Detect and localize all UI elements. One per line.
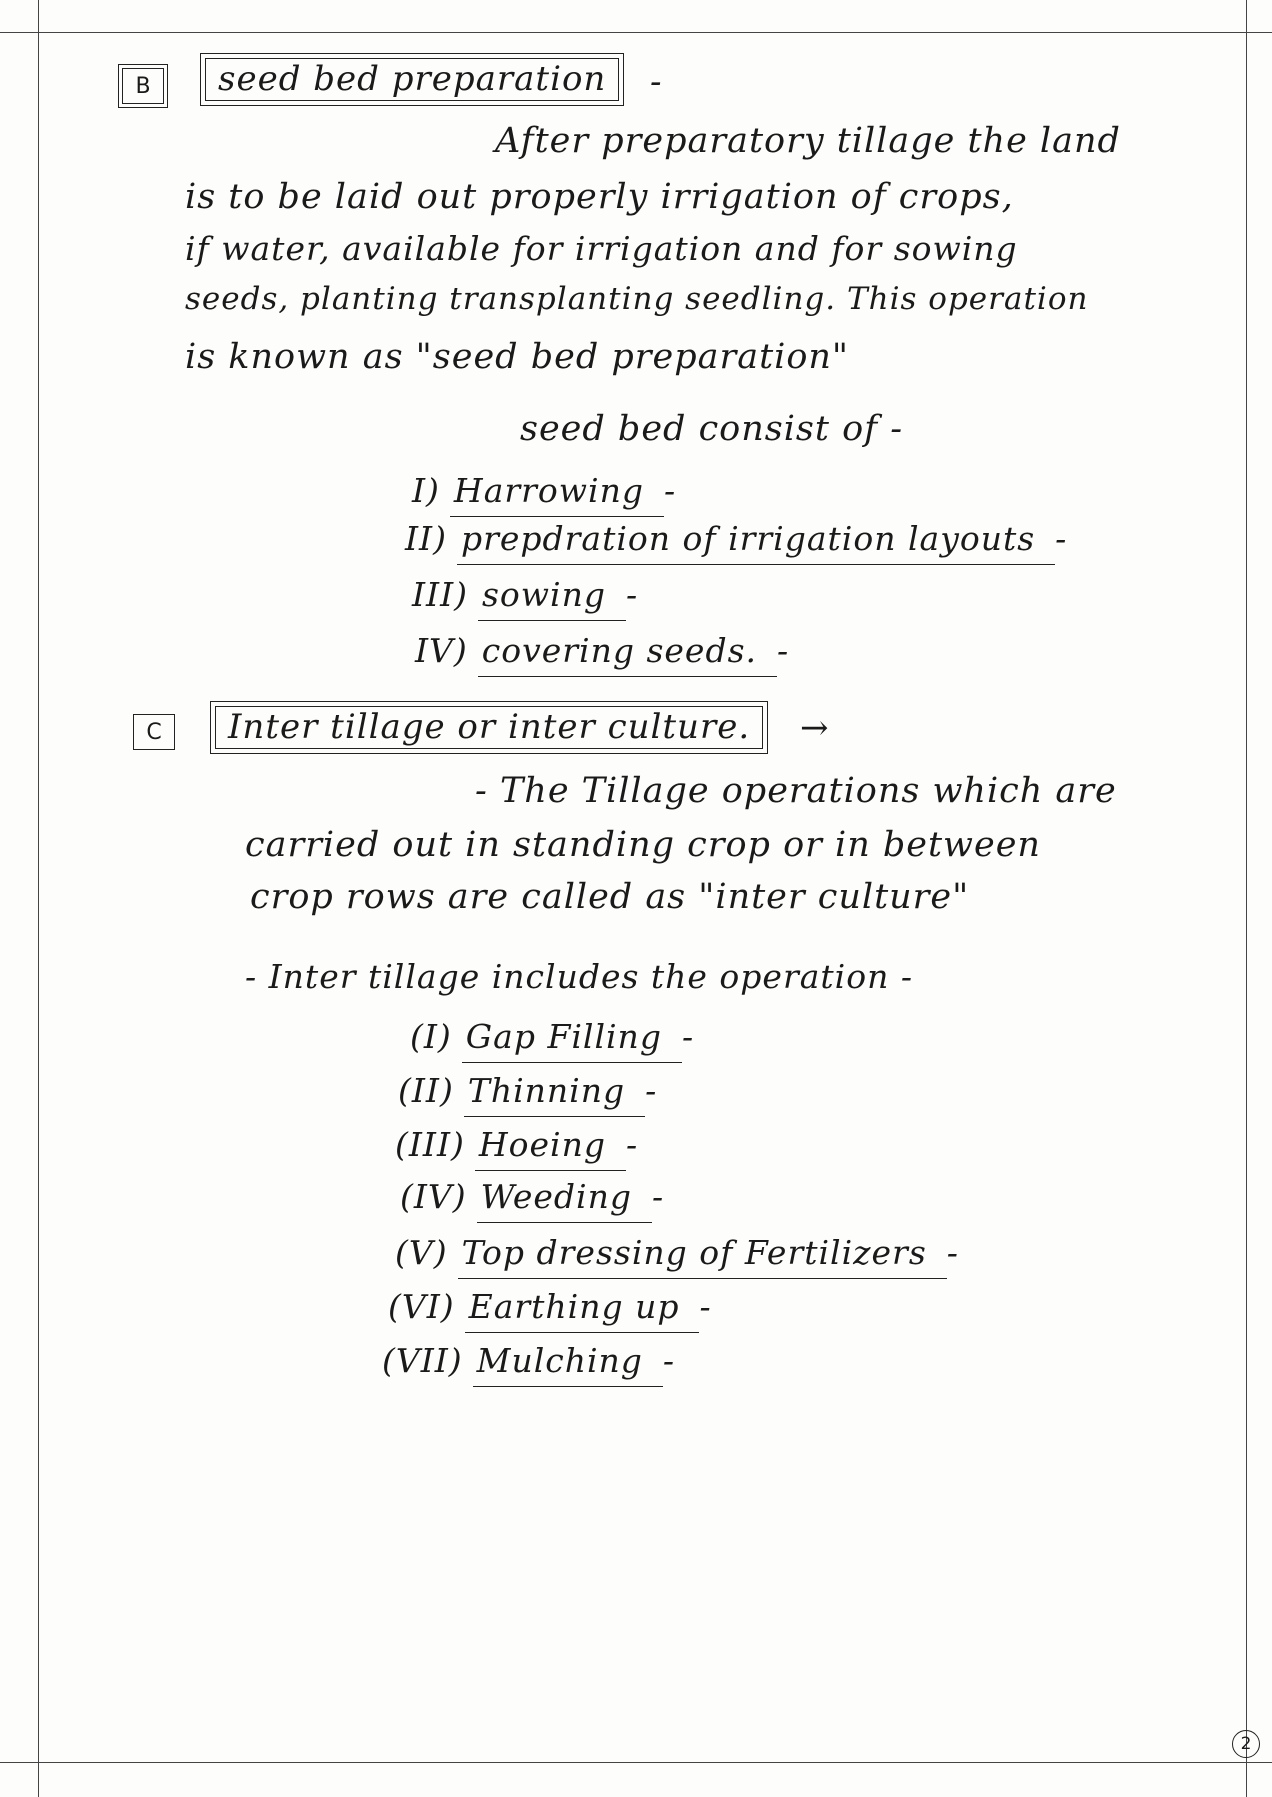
list-item-label: Thinning bbox=[464, 1071, 645, 1117]
list-item-number: (VII) bbox=[382, 1341, 463, 1380]
section-c-paragraph-line-2: carried out in standing crop or in between bbox=[245, 825, 1041, 865]
list-item-number: (VI) bbox=[388, 1287, 455, 1326]
section-c-heading: Inter tillage or inter culture. bbox=[215, 706, 763, 749]
section-b-heading-suffix: - bbox=[650, 62, 663, 102]
section-b-paragraph-line-5: is known as "seed bed preparation" bbox=[185, 337, 850, 377]
page-number: 2 bbox=[1232, 1730, 1260, 1758]
section-b-marker: B bbox=[122, 68, 164, 104]
list-item-label: Hoeing bbox=[475, 1125, 626, 1171]
list-item-suffix: - bbox=[1055, 519, 1068, 558]
page-right-margin-rule bbox=[1246, 0, 1247, 1797]
list-item bbox=[412, 575, 639, 614]
list-item-label: Earthing up bbox=[465, 1287, 700, 1333]
list-item-number: (V) bbox=[395, 1233, 448, 1272]
section-c-marker: C bbox=[133, 714, 175, 750]
page-left-margin-rule bbox=[38, 0, 39, 1797]
list-item-number: IV) bbox=[415, 631, 468, 670]
section-c-includes-intro: - Inter tillage includes the operation - bbox=[245, 957, 913, 996]
list-item-label: Top dressing of Fertilizers bbox=[458, 1233, 947, 1279]
list-item-label: Harrowing bbox=[450, 471, 664, 517]
list-item-label: sowing bbox=[478, 575, 626, 621]
list-item-number: I) bbox=[412, 471, 440, 510]
list-item bbox=[395, 1125, 639, 1164]
list-item bbox=[400, 1177, 665, 1216]
list-item-suffix: - bbox=[681, 1017, 695, 1056]
list-item-number: (IV) bbox=[400, 1177, 467, 1216]
list-item-suffix: - bbox=[777, 631, 790, 670]
list-item bbox=[395, 1233, 959, 1272]
list-item-suffix: - bbox=[662, 1341, 676, 1380]
section-b-paragraph-line-2: is to be laid out properly irrigation of crops, bbox=[185, 177, 1014, 217]
list-item bbox=[382, 1341, 676, 1380]
page-top-rule bbox=[0, 32, 1272, 33]
list-item-number: (I) bbox=[410, 1017, 452, 1056]
list-item-number: III) bbox=[412, 575, 468, 614]
list-item-number: (III) bbox=[395, 1125, 465, 1164]
list-item-label: Mulching bbox=[473, 1341, 663, 1387]
section-b-paragraph-line-1: After preparatory tillage the land bbox=[495, 121, 1121, 161]
section-b-paragraph-line-3: if water, available for irrigation and for sowing bbox=[185, 229, 1018, 268]
list-item-label: Weeding bbox=[477, 1177, 652, 1223]
list-item-suffix: - bbox=[663, 471, 677, 510]
list-item-suffix: - bbox=[625, 1125, 639, 1164]
section-c-paragraph-line-3: crop rows are called as "inter culture" bbox=[250, 877, 970, 917]
list-item-suffix: - bbox=[625, 575, 639, 614]
list-item-label: Gap Filling bbox=[462, 1017, 682, 1063]
list-item bbox=[388, 1287, 712, 1326]
section-b-heading: seed bed preparation bbox=[205, 58, 619, 101]
section-c-heading-suffix: → bbox=[800, 708, 830, 748]
list-item-suffix: - bbox=[699, 1287, 712, 1326]
list-item bbox=[410, 1017, 695, 1056]
list-item bbox=[405, 519, 1068, 558]
list-item-suffix: - bbox=[651, 1177, 665, 1216]
list-item bbox=[412, 471, 677, 510]
page-bottom-rule bbox=[0, 1762, 1272, 1763]
list-item bbox=[415, 631, 790, 670]
list-item-suffix: - bbox=[645, 1071, 658, 1110]
list-item-label: prepdration of irrigation layouts bbox=[457, 519, 1055, 565]
list-item-label: covering seeds. bbox=[478, 631, 777, 677]
section-b-consist-intro: seed bed consist of - bbox=[520, 409, 904, 449]
list-item-number: (II) bbox=[398, 1071, 454, 1110]
list-item-number: II) bbox=[405, 519, 447, 558]
list-item bbox=[398, 1071, 658, 1110]
list-item-suffix: - bbox=[946, 1233, 959, 1272]
section-b-paragraph-line-4: seeds, planting transplanting seedling. This operation bbox=[185, 281, 1089, 317]
section-c-paragraph-line-1: - The Tillage operations which are bbox=[475, 771, 1117, 811]
